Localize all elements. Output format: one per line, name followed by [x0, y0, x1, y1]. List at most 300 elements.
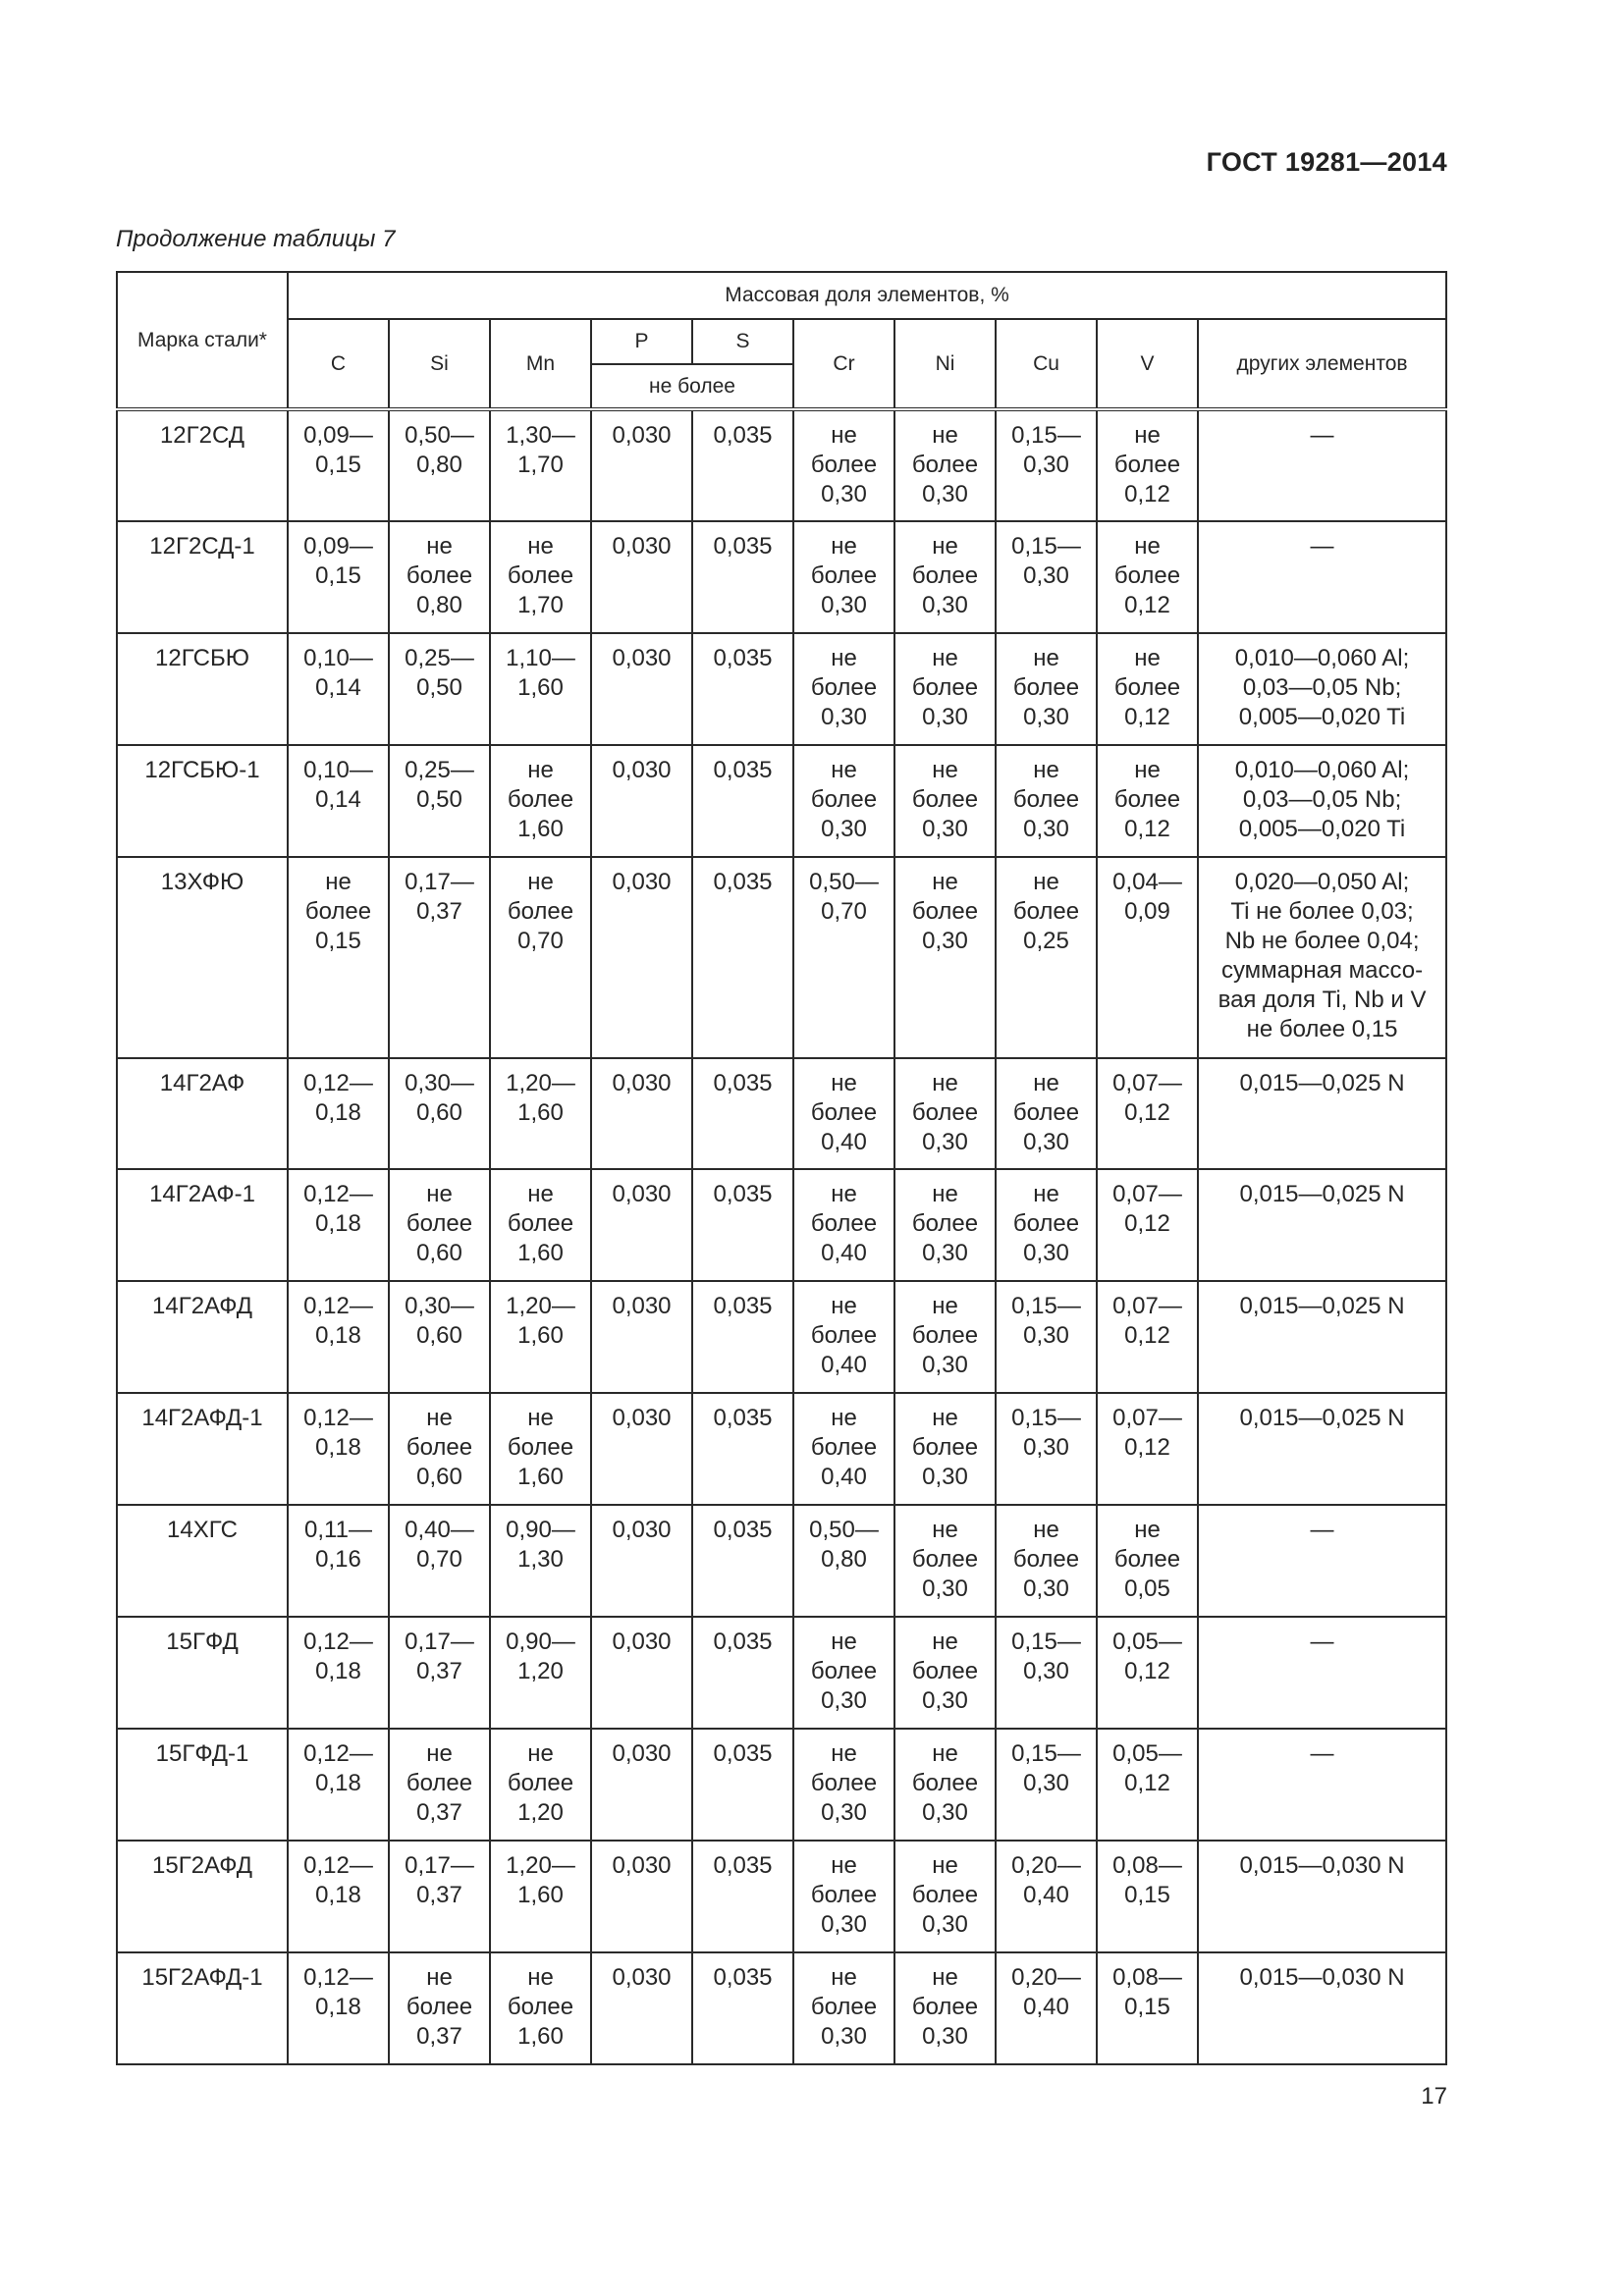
cell-line: не [932, 1629, 958, 1655]
cell-ni [894, 409, 996, 521]
cell-line: не [831, 1405, 857, 1431]
cell-line: Ti не более 0,03; [1230, 898, 1414, 925]
cell-ni [894, 1952, 996, 2064]
cell-line: не [527, 1964, 554, 1991]
cell-line: не [1134, 422, 1161, 449]
cell-line: 1,20— [506, 1070, 575, 1096]
cell-line: 0,035 [713, 533, 773, 560]
cell-s [692, 1841, 793, 1952]
cell-line: не [932, 1293, 958, 1319]
cell-line: 0,40 [1023, 1994, 1069, 2020]
cell-line: 0,035 [713, 1070, 773, 1096]
cell-grade: 14Г2АФ [117, 1058, 288, 1169]
cell-si [389, 1281, 490, 1393]
cell-line: 0,37 [416, 1882, 462, 1908]
cell-p [591, 1841, 692, 1952]
cell-p [591, 521, 692, 633]
cell-other [1198, 1729, 1446, 1841]
cell-line: 0,035 [713, 1629, 773, 1655]
cell-line: 0,030 [612, 1740, 672, 1767]
cell-line: более [810, 674, 878, 701]
cell-line: 0,030 [612, 533, 672, 560]
cell-line: 0,030 [612, 1629, 672, 1655]
cell-cr [793, 633, 894, 745]
table-row [117, 857, 1446, 1058]
cell-mn [490, 633, 591, 745]
cell-line: более [1113, 786, 1181, 813]
cell-line: 0,80 [821, 1546, 867, 1573]
cell-line: 0,12 [1124, 1322, 1170, 1349]
cell-grade: 14Г2АФ-1 [117, 1169, 288, 1281]
cell-line: не [1033, 869, 1059, 895]
cell-line: 0,50— [405, 422, 474, 449]
cell-line: 0,12— [303, 1070, 373, 1096]
cell-line: не [426, 1964, 453, 1991]
cell-line: 0,10— [303, 757, 373, 783]
cell-line: 0,18 [315, 1658, 361, 1684]
header-v: V [1097, 319, 1198, 409]
cell-line: 0,50 [416, 786, 462, 813]
cell-v [1097, 1952, 1198, 2064]
cell-line: более [507, 1434, 574, 1461]
cell-c [288, 633, 389, 745]
cell-line: 0,60 [416, 1240, 462, 1266]
cell-line: не [831, 757, 857, 783]
cell-v [1097, 409, 1198, 521]
cell-line: более [911, 1658, 979, 1684]
cell-line: не [932, 1852, 958, 1879]
cell-line: 0,37 [416, 1799, 462, 1826]
cell-line: 0,17— [405, 1629, 474, 1655]
cell-cr [793, 1281, 894, 1393]
header-ni: Ni [894, 319, 996, 409]
cell-line: 0,90— [506, 1629, 575, 1655]
cell-grade: 15Г2АФД [117, 1841, 288, 1952]
cell-line: 1,60 [517, 1882, 564, 1908]
header-cr: Cr [793, 319, 894, 409]
cell-mn [490, 1058, 591, 1169]
cell-line: 0,40 [1023, 1882, 1069, 1908]
cell-c [288, 521, 389, 633]
cell-mn [490, 857, 591, 1058]
cell-si [389, 745, 490, 857]
cell-line: — [1310, 1740, 1334, 1767]
cell-si [389, 1169, 490, 1281]
cell-line: — [1310, 1517, 1334, 1543]
cell-line: более [810, 1210, 878, 1237]
cell-s [692, 521, 793, 633]
cell-line: 0,70 [517, 928, 564, 954]
cell-line: не более 0,15 [1246, 1016, 1398, 1042]
cell-line: 0,09— [303, 422, 373, 449]
cell-line: 0,18 [315, 1210, 361, 1237]
cell-line: 0,030 [612, 1293, 672, 1319]
cell-line: 0,30 [922, 2023, 968, 2050]
cell-line: не [831, 1740, 857, 1767]
cell-p [591, 1952, 692, 2064]
cell-line: 0,035 [713, 1517, 773, 1543]
cell-line: 0,12 [1124, 1770, 1170, 1796]
cell-grade: 15ГФД-1 [117, 1729, 288, 1841]
cell-line: не [426, 1740, 453, 1767]
cell-line: 0,40 [821, 1129, 867, 1155]
cell-line: более [1012, 1546, 1080, 1573]
table-row [117, 745, 1446, 857]
table-row [117, 1617, 1446, 1729]
cell-v [1097, 1617, 1198, 1729]
cell-line: 0,03—0,05 Nb; [1242, 786, 1402, 813]
cell-line: 1,60 [517, 816, 564, 842]
cell-line: 0,04— [1112, 869, 1182, 895]
cell-s [692, 1393, 793, 1505]
cell-grade: 12Г2СД-1 [117, 521, 288, 633]
cell-c [288, 745, 389, 857]
cell-v [1097, 1393, 1198, 1505]
cell-line: 0,80 [416, 592, 462, 618]
cell-line: не [831, 422, 857, 449]
cell-cu [996, 857, 1097, 1058]
cell-line: более [911, 1882, 979, 1908]
cell-cu [996, 1617, 1097, 1729]
cell-line: более [507, 1770, 574, 1796]
cell-line: более [1113, 674, 1181, 701]
cell-line: более [810, 452, 878, 478]
cell-line: 0,15 [315, 928, 361, 954]
cell-ni [894, 1617, 996, 1729]
cell-line: 0,30 [922, 481, 968, 507]
cell-line: 0,37 [416, 1658, 462, 1684]
table-row [117, 1393, 1446, 1505]
cell-line: 1,70 [517, 592, 564, 618]
cell-v [1097, 521, 1198, 633]
cell-line: 0,12 [1124, 481, 1170, 507]
cell-line: 0,12 [1124, 816, 1170, 842]
cell-line: 0,18 [315, 1434, 361, 1461]
cell-cr [793, 1393, 894, 1505]
cell-line: не [932, 422, 958, 449]
cell-line: 1,60 [517, 1464, 564, 1490]
cell-line: 0,12— [303, 1293, 373, 1319]
cell-line: более [911, 786, 979, 813]
cell-s [692, 745, 793, 857]
cell-p [591, 857, 692, 1058]
cell-line: 0,30 [821, 704, 867, 730]
cell-grade: 13ХФЮ [117, 857, 288, 1058]
cell-mn [490, 1281, 591, 1393]
cell-cu [996, 1393, 1097, 1505]
cell-line: более [911, 1994, 979, 2020]
cell-cr [793, 409, 894, 521]
cell-v [1097, 633, 1198, 745]
cell-c [288, 1169, 389, 1281]
cell-line: 0,015—0,025 N [1239, 1070, 1405, 1096]
cell-grade: 15ГФД [117, 1617, 288, 1729]
cell-line: более [507, 562, 574, 589]
cell-p [591, 1058, 692, 1169]
cell-v [1097, 1058, 1198, 1169]
cell-line: 0,30 [821, 816, 867, 842]
cell-line: более [507, 1210, 574, 1237]
cell-line: более [911, 1546, 979, 1573]
cell-line: более [810, 562, 878, 589]
cell-line: — [1310, 422, 1334, 449]
cell-line: не [1134, 1517, 1161, 1543]
cell-line: более [810, 1658, 878, 1684]
cell-si [389, 1058, 490, 1169]
cell-line: не [1134, 645, 1161, 671]
cell-line: 1,20 [517, 1799, 564, 1826]
cell-c [288, 1393, 389, 1505]
cell-c [288, 1729, 389, 1841]
cell-line: 0,12 [1124, 1099, 1170, 1126]
cell-s [692, 633, 793, 745]
cell-line: 0,16 [315, 1546, 361, 1573]
cell-line: не [932, 1405, 958, 1431]
cell-p [591, 1393, 692, 1505]
cell-line: 0,08— [1112, 1852, 1182, 1879]
cell-ni [894, 633, 996, 745]
cell-line: 0,18 [315, 1882, 361, 1908]
cell-grade: 15Г2АФД-1 [117, 1952, 288, 2064]
cell-mn [490, 1952, 591, 2064]
cell-grade: 12ГСБЮ-1 [117, 745, 288, 857]
cell-line: 0,035 [713, 1181, 773, 1207]
cell-line: 0,030 [612, 1070, 672, 1096]
cell-line: более [810, 786, 878, 813]
cell-line: 0,030 [612, 422, 672, 449]
cell-line: 0,30 [922, 928, 968, 954]
cell-si [389, 409, 490, 521]
cell-line: суммарная массо- [1220, 957, 1424, 984]
header-c: C [288, 319, 389, 409]
cell-line: не [932, 1070, 958, 1096]
cell-s [692, 1952, 793, 2064]
document-standard-header: ГОСТ 19281—2014 [1206, 147, 1447, 177]
cell-cu [996, 1729, 1097, 1841]
cell-line: 0,12— [303, 1740, 373, 1767]
cell-line: более [1012, 786, 1080, 813]
cell-line: 0,30 [922, 1799, 968, 1826]
cell-cr [793, 745, 894, 857]
cell-line: 0,15— [1011, 422, 1081, 449]
cell-line: 0,30 [1023, 1322, 1069, 1349]
cell-other [1198, 745, 1446, 857]
cell-other [1198, 521, 1446, 633]
cell-other [1198, 1058, 1446, 1169]
cell-line: вая доля Ti, Nb и V [1218, 987, 1427, 1013]
cell-line: не [932, 869, 958, 895]
cell-line: 1,60 [517, 2023, 564, 2050]
cell-line: не [527, 533, 554, 560]
cell-cr [793, 521, 894, 633]
cell-line: 0,30 [1023, 1658, 1069, 1684]
cell-line: 1,20— [506, 1293, 575, 1319]
cell-p [591, 633, 692, 745]
cell-line: не [1033, 1070, 1059, 1096]
cell-si [389, 1729, 490, 1841]
cell-line: не [932, 1964, 958, 1991]
cell-line: 0,15 [1124, 1882, 1170, 1908]
cell-line: 1,60 [517, 1099, 564, 1126]
cell-si [389, 1841, 490, 1952]
cell-line: 0,30 [821, 481, 867, 507]
cell-line: 0,15— [1011, 1740, 1081, 1767]
table-row [117, 1952, 1446, 2064]
cell-p [591, 1729, 692, 1841]
cell-cu [996, 1058, 1097, 1169]
cell-line: 0,37 [416, 898, 462, 925]
cell-line: 0,015—0,030 N [1239, 1964, 1405, 1991]
cell-line: 0,50 [416, 674, 462, 701]
cell-line: 0,12 [1124, 1210, 1170, 1237]
cell-line: 0,60 [416, 1464, 462, 1490]
cell-cu [996, 409, 1097, 521]
cell-line: 1,60 [517, 1322, 564, 1349]
cell-line: более [1012, 898, 1080, 925]
cell-other [1198, 1841, 1446, 1952]
cell-line: не [527, 869, 554, 895]
cell-line: 0,60 [416, 1322, 462, 1349]
cell-line: 0,40— [405, 1517, 474, 1543]
cell-line: более [911, 1434, 979, 1461]
cell-s [692, 1505, 793, 1617]
cell-p [591, 1281, 692, 1393]
cell-line: более [1012, 1210, 1080, 1237]
cell-line: не [527, 1740, 554, 1767]
cell-line: 0,015—0,025 N [1239, 1293, 1405, 1319]
cell-cr [793, 1058, 894, 1169]
cell-line: 0,035 [713, 757, 773, 783]
cell-line: 0,37 [416, 2023, 462, 2050]
cell-line: не [831, 1964, 857, 1991]
cell-line: 0,30 [922, 1911, 968, 1938]
cell-line: более [810, 1322, 878, 1349]
cell-line: 0,30 [922, 1575, 968, 1602]
cell-line: 1,70 [517, 452, 564, 478]
cell-other [1198, 1952, 1446, 2064]
cell-line: — [1310, 533, 1334, 560]
cell-ni [894, 1505, 996, 1617]
cell-line: 0,80 [416, 452, 462, 478]
cell-line: не [932, 533, 958, 560]
cell-cu [996, 745, 1097, 857]
cell-line: 0,030 [612, 1405, 672, 1431]
cell-line: 0,030 [612, 1181, 672, 1207]
cell-line: 0,40 [821, 1240, 867, 1266]
cell-line: 0,15— [1011, 1629, 1081, 1655]
cell-si [389, 1393, 490, 1505]
table-row [117, 409, 1446, 521]
cell-line: 1,10— [506, 645, 575, 671]
cell-c [288, 1617, 389, 1729]
cell-ni [894, 857, 996, 1058]
cell-line: 0,020—0,050 Al; [1234, 869, 1410, 895]
cell-line: не [1033, 645, 1059, 671]
table-row [117, 633, 1446, 745]
cell-line: 0,30 [922, 1464, 968, 1490]
cell-mn [490, 1617, 591, 1729]
table-row [117, 1058, 1446, 1169]
cell-line: 0,50— [809, 1517, 879, 1543]
cell-line: не [527, 1405, 554, 1431]
cell-line: 0,015—0,025 N [1239, 1181, 1405, 1207]
cell-ni [894, 1729, 996, 1841]
cell-line: 1,60 [517, 674, 564, 701]
cell-line: 0,15— [1011, 533, 1081, 560]
header-mass-fraction: Массовая доля элементов, % [288, 272, 1446, 319]
cell-line: 0,30 [821, 2023, 867, 2050]
cell-line: более [911, 452, 979, 478]
cell-si [389, 1505, 490, 1617]
cell-line: более [406, 1434, 473, 1461]
cell-c [288, 1952, 389, 2064]
cell-line: 0,30 [821, 1911, 867, 1938]
cell-si [389, 1952, 490, 2064]
cell-line: 0,12 [1124, 1434, 1170, 1461]
table-row [117, 1505, 1446, 1617]
cell-line: 0,12 [1124, 592, 1170, 618]
cell-line: 0,30 [821, 1687, 867, 1714]
cell-cr [793, 1505, 894, 1617]
cell-c [288, 1058, 389, 1169]
cell-line: 0,30 [1023, 1129, 1069, 1155]
cell-line: 0,05 [1124, 1575, 1170, 1602]
cell-v [1097, 1841, 1198, 1952]
cell-line: 0,18 [315, 1770, 361, 1796]
cell-line: 0,07— [1112, 1293, 1182, 1319]
cell-line: 0,10— [303, 645, 373, 671]
cell-line: 0,030 [612, 757, 672, 783]
cell-line: 0,12— [303, 1181, 373, 1207]
cell-line: 0,30 [1023, 1240, 1069, 1266]
cell-line: не [1033, 1517, 1059, 1543]
cell-line: 0,08— [1112, 1964, 1182, 1991]
cell-line: 0,07— [1112, 1405, 1182, 1431]
cell-line: 0,30 [1023, 1575, 1069, 1602]
cell-line: 1,20 [517, 1658, 564, 1684]
cell-mn [490, 1841, 591, 1952]
cell-line: более [911, 1770, 979, 1796]
cell-line: не [831, 645, 857, 671]
cell-line: 0,07— [1112, 1181, 1182, 1207]
cell-v [1097, 1505, 1198, 1617]
cell-ni [894, 1281, 996, 1393]
cell-cu [996, 633, 1097, 745]
cell-line: 0,15— [1011, 1293, 1081, 1319]
cell-line: не [932, 645, 958, 671]
cell-line: 0,035 [713, 645, 773, 671]
cell-cr [793, 1617, 894, 1729]
cell-line: 0,17— [405, 1852, 474, 1879]
cell-line: 0,035 [713, 1852, 773, 1879]
cell-line: 0,20— [1011, 1852, 1081, 1879]
cell-other [1198, 1505, 1446, 1617]
cell-line: 0,14 [315, 674, 361, 701]
cell-v [1097, 1729, 1198, 1841]
cell-line: 0,30 [922, 1240, 968, 1266]
cell-line: 0,18 [315, 1994, 361, 2020]
cell-cu [996, 1952, 1097, 2064]
cell-line: 0,12 [1124, 1658, 1170, 1684]
cell-line: 0,05— [1112, 1740, 1182, 1767]
cell-line: 0,05— [1112, 1629, 1182, 1655]
cell-line: не [831, 1293, 857, 1319]
cell-si [389, 1617, 490, 1729]
cell-line: 0,30 [922, 704, 968, 730]
cell-line: 0,30 [1023, 1434, 1069, 1461]
cell-c [288, 1841, 389, 1952]
cell-grade: 14Г2АФД-1 [117, 1393, 288, 1505]
